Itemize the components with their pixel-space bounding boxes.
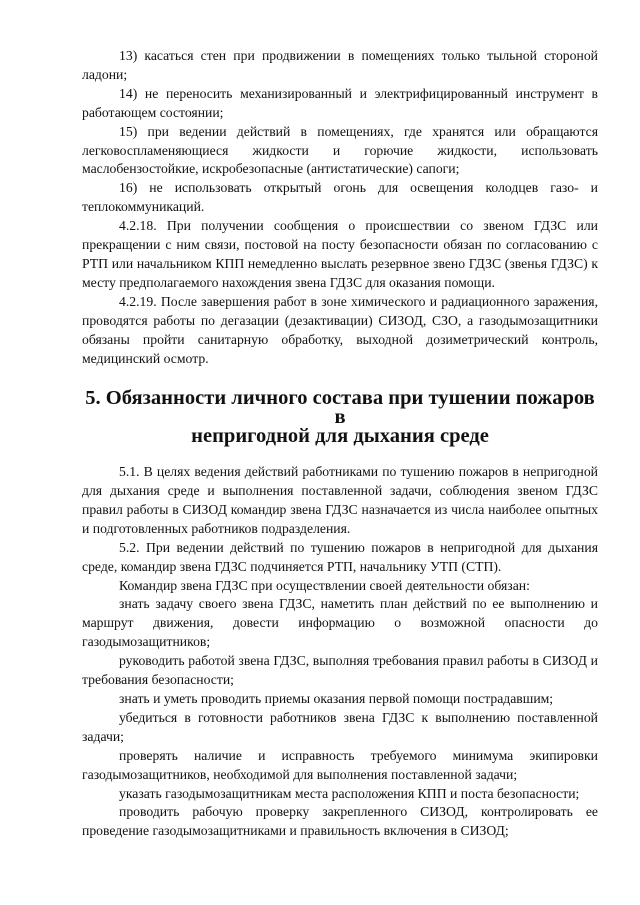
duty-item: знать и уметь проводить приемы оказания первой помощи пострадавшим; xyxy=(119,691,554,706)
clause-5-2: 5.2. При ведении действий по тушению пожаров в непригодной для дыхания среде, командир звена ГДЗС подчиняется РТП, начальнику УТП (СТП). xyxy=(82,539,598,574)
duty-item: указать газодымозащитникам места расположения КПП и поста безопасности; xyxy=(119,785,580,801)
section-title xyxy=(82,389,598,446)
duty-item: руководить работой звена ГДЗС, выполняя требования правил работы в СИЗОД и требования безопасности; xyxy=(82,653,598,688)
clause-5-1: 5.1. В целях ведения действий работниками по тушению пожаров в непригодной для дыхания среде и выполнения поставленной задачи, соблюдения звеном ГДЗС правил работы в СИЗОД командир звена ГДЗС назначается из числа наиболее опытных и подготовленных работников подразделения. xyxy=(82,464,598,536)
duty-item: проводить рабочую проверку закрепленного СИЗОД, контролировать ее проведение газодымозащитниками и правильность включения в СИЗОД; xyxy=(82,804,598,839)
list-item-14: 14) не переносить механизированный и электрифицированный инструмент в работающем состоянии; xyxy=(82,85,598,120)
duty-item: знать задачу своего звена ГДЗС, наметить план действий по ее выполнению и маршрут движения, довести информацию о возможной опасности до газодымозащитников; xyxy=(82,596,598,650)
clause-4-2-18: 4.2.18. При получении сообщения о происшествии со звеном ГДЗС или прекращении с ним связи, постовой на посту безопасности обязан по согласованию с РТП или начальником КПП немедленно выслать резервное звено ГДЗС (звенья ГДЗС) к месту предполагаемого нахождения звена ГДЗС для оказания помощи. xyxy=(82,218,598,290)
list-item-13: 13) касаться стен при продвижении в помещениях только тыльной стороной ладони; xyxy=(82,48,598,82)
duty-item: проверять наличие и исправность требуемого минимума экипировки газодымозащитников, необходимой для выполнения поставленной задачи; xyxy=(82,747,598,782)
duty-item: убедиться в готовности работников звена ГДЗС к выполнению поставленной задачи; xyxy=(82,709,598,744)
section-title-line-2: непригодной для дыхания среде xyxy=(191,425,489,448)
section-title-line-1: 5. Обязанности личного состава при тушении пожаров в xyxy=(85,387,595,429)
list-item-16: 16) не использовать открытый огонь для освещения колодцев газо- и теплокоммуникаций. xyxy=(82,180,598,215)
document-page xyxy=(82,47,598,841)
list-item-15: 15) при ведении действий в помещениях, где хранятся или обращаются легковоспламеняющиеся жидкости и горючие жидкости, использовать маслобензостойкие, искробезопасные (антистатические) сапоги; xyxy=(82,123,598,177)
clause-4-2-19: 4.2.19. После завершения работ в зоне химического и радиационного заражения, проводятся работы по дегазации (дезактивации) СИЗОД, СЗО, а газодымозащитники обязаны пройти санитарную обработку, выходной дозиметрический контроль, медицинский осмотр. xyxy=(82,293,598,366)
duties-intro: Командир звена ГДЗС при осуществлении своей деятельности обязан: xyxy=(119,577,530,593)
